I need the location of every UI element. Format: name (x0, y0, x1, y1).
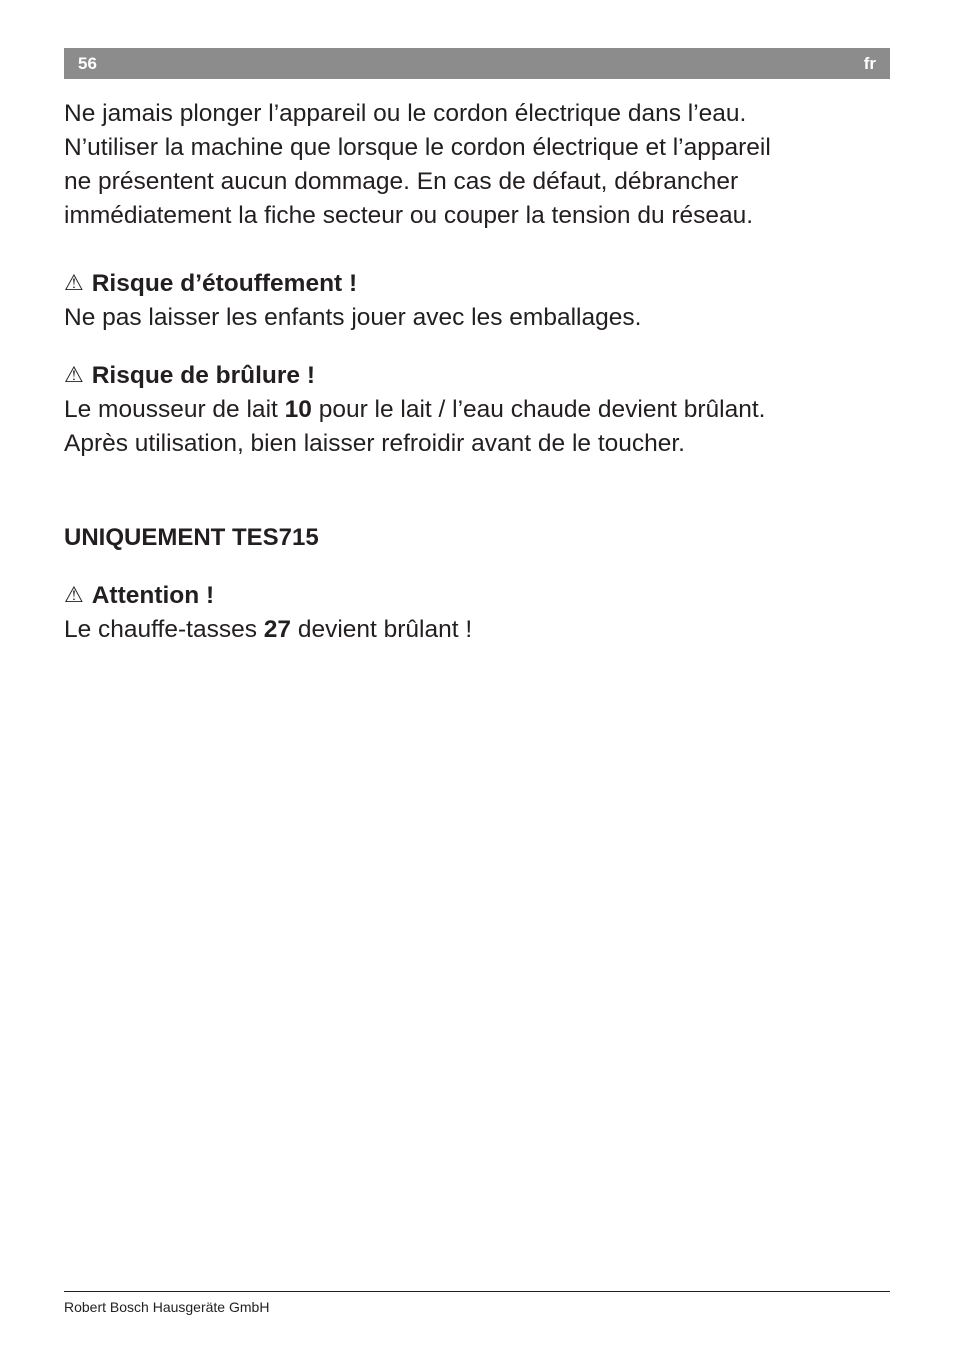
section-title: UNIQUEMENT TES715 (64, 524, 319, 551)
attention-warning (64, 579, 894, 647)
burn-line-2: Après utilisation, bien laisser refroidir avant de le toucher. (64, 430, 685, 457)
warning-triangle-icon: ⚠ (64, 362, 84, 387)
intro-line-1: Ne jamais plonger l’appareil ou le cordon électrique dans l’eau. (64, 100, 747, 127)
milk-frother-ref: 10 (284, 396, 312, 423)
suffocation-heading (64, 267, 894, 301)
attention-title: Attention ! (91, 582, 215, 609)
footer-divider (64, 1291, 890, 1292)
intro-line-4: immédiatement la fiche secteur ou couper la tension du réseau. (64, 202, 754, 229)
attention-text-post: devient brûlant ! (291, 616, 473, 643)
intro-paragraph (64, 97, 894, 233)
footer-company: Robert Bosch Hausgeräte GmbH (64, 1299, 270, 1315)
burn-line-1-post: pour le lait / l’eau chaude devient brûlant. (311, 396, 766, 423)
burn-warning (64, 359, 894, 461)
page-header-bar (64, 48, 890, 79)
warning-triangle-icon: ⚠ (64, 582, 84, 607)
intro-line-2: N’utiliser la machine que lorsque le cordon électrique et l’appareil (64, 134, 771, 161)
suffocation-title: Risque d’étouffement ! (91, 270, 358, 297)
suffocation-text: Ne pas laisser les enfants jouer avec les emballages. (64, 304, 642, 331)
burn-line-1 (64, 393, 894, 427)
warning-triangle-icon: ⚠ (64, 270, 84, 295)
suffocation-warning (64, 267, 894, 335)
attention-text (64, 613, 894, 647)
language-code: fr (863, 54, 876, 73)
intro-line-3: ne présentent aucun dommage. En cas de défaut, débrancher (64, 168, 739, 195)
page-content (64, 97, 894, 647)
attention-heading (64, 579, 894, 613)
cup-warmer-ref: 27 (263, 616, 292, 643)
burn-line-1-pre: Le mousseur de lait (64, 396, 285, 423)
page-number: 56 (78, 54, 97, 73)
burn-heading (64, 359, 894, 393)
attention-text-pre: Le chauffe-tasses (64, 616, 264, 643)
burn-title: Risque de brûlure ! (91, 362, 315, 389)
